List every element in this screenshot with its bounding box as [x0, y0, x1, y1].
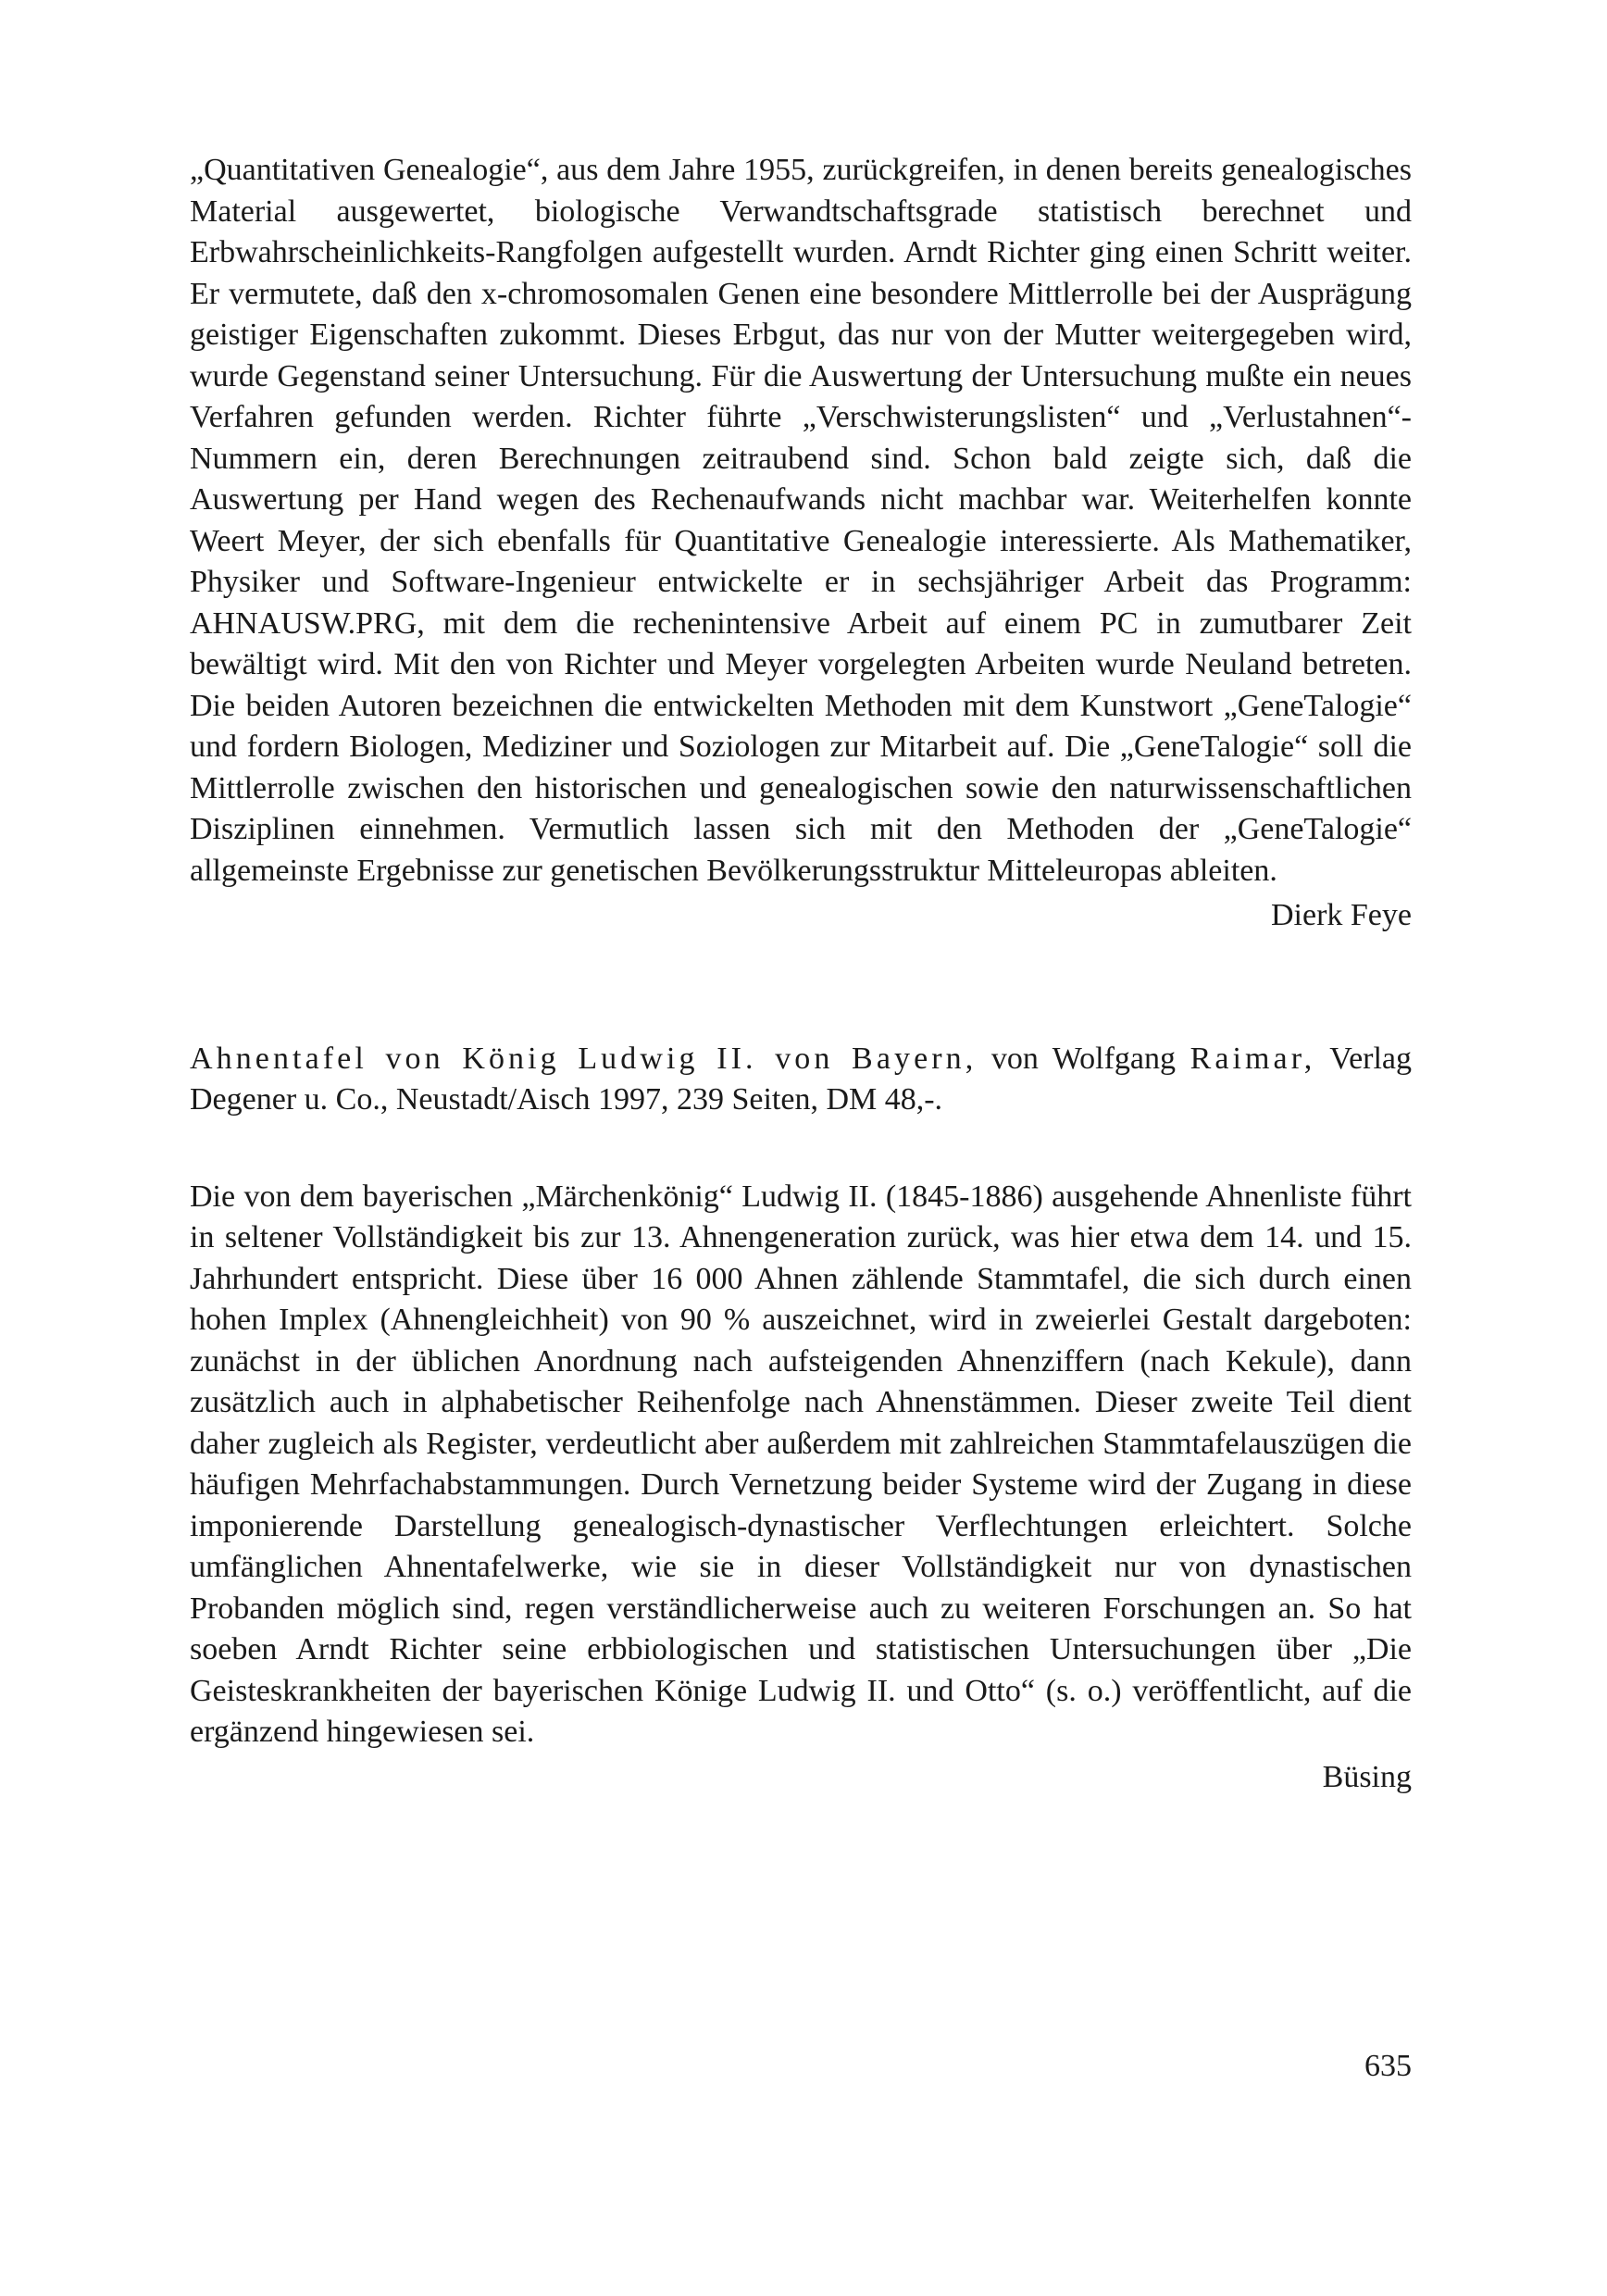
review-feye-text: „Quantitativen Genealogie“, aus dem Jahre 1955, zurückgreifen, in denen bereits genealogisches Material ausgewertet, biologische Verwandtschaftsgrade statistisch berechnet und Erbwahrscheinlichkeits-Rangfolgen aufgestellt wurden. Arndt Richter ging einen Schritt weiter. Er vermutete, daß den x-chromosomalen Genen eine besondere Mittlerrolle bei der Ausprägung geistiger Eigenschaften zukommt. Dieses Erbgut, das nur von der Mutter weitergegeben wird, wurde Gegenstand seiner Untersuchung. Für die Auswertung der Untersuchung mußte ein neues Verfahren gefunden werden. Richter führte „Verschwisterungslisten“ und „Verlustahnen“-Nummern ein, deren Berechnungen zeitraubend sind. Schon bald zeigte sich, daß die Auswertung per Hand wegen des Rechenaufwands nicht machbar war. Weiterhelfen konnte Weert Meyer, der sich ebenfalls für Quantitative Genealogie interessierte. Als Mathematiker, Physiker und Software-Ingenieur entwickelte er in sechsjähriger Arbeit das Programm: AHNAUSW.PRG, mit dem die rechenintensive Arbeit auf einem PC in zumutbarer Zeit bewältigt wird. Mit den von Richter und Meyer vorgelegten Arbeiten wurde Neuland betreten. Die beiden Autoren bezeichnen die entwickelten Methoden mit dem Kunstwort „GeneTalogie“ und fordern Biologen, Mediziner und Soziologen zur Mitarbeit auf. Die „GeneTalogie“ soll die Mittlerrolle zwischen den historischen und genealogischen sowie den naturwissenschaftlichen Disziplinen einnehmen. Vermutlich lassen sich mit den Methoden der „GeneTalogie“ allgemeinste Ergebnisse zur genetischen Bevölkerungsstruktur Mitteleuropas ableiten.: [190, 153, 1412, 888]
section-gap: [190, 937, 1412, 1039]
page-number: 635: [1364, 2049, 1412, 2083]
book-reference: [190, 1039, 1412, 1121]
review-buesing-signature: Büsing: [1322, 1759, 1412, 1794]
review-buesing-text: Die von dem bayerischen „Märchenkönig“ Ludwig II. (1845-1886) ausgehende Ahnenliste führt in seltener Vollständigkeit bis zur 13. Ahnengeneration zurück, was hier etwa dem 14. und 15. Jahrhundert entspricht. Diese über 16 000 Ahnen zählende Stammtafel, die sich durch einen hohen Implex (Ahnengleichheit) von 90 % auszeichnet, wird in zweierlei Gestalt dargeboten: zunächst in der üblichen Anordnung nach aufsteigenden Ahnenziffern (nach Kekule), dann zusätzlich auch in alphabetischer Reihenfolge nach Ahnenstämmen. Dieser zweite Teil dient daher zugleich als Register, verdeutlicht aber außerdem mit zahlreichen Stammtafelauszügen die häufigen Mehrfachabstammungen. Durch Vernetzung beider Systeme wird der Zugang in diese imponierende Darstellung genealogisch-dynastischer Verflechtungen erleichtert. Solche umfänglichen Ahnentafelwerke, wie sie in dieser Vollständigkeit nur von dynastischen Probanden möglich sind, regen verständlicherweise auch zu weiteren Forschungen an. So hat soeben Arndt Richter seine erbbiologischen und statistischen Untersuchungen über „Die Geisteskrankheiten der bayerischen Könige Ludwig II. und Otto“ (s. o.) veröffentlicht, auf die ergänzend hingewiesen sei.: [190, 1179, 1412, 1749]
book-publisher: Verlag Degener u. Co., Neustadt/Aisch 1997, 239 Seiten, DM 48,-.: [190, 1041, 1413, 1117]
book-title: Ahnentafel von König Ludwig II. von Bayern,: [190, 1041, 978, 1076]
book-author: Raimar,: [1190, 1041, 1316, 1076]
book-by: von Wolfgang: [990, 1041, 1177, 1076]
review-feye-signature: Dierk Feye: [1270, 898, 1412, 932]
section-gap: [190, 1121, 1412, 1177]
page-body: [190, 150, 1412, 1798]
